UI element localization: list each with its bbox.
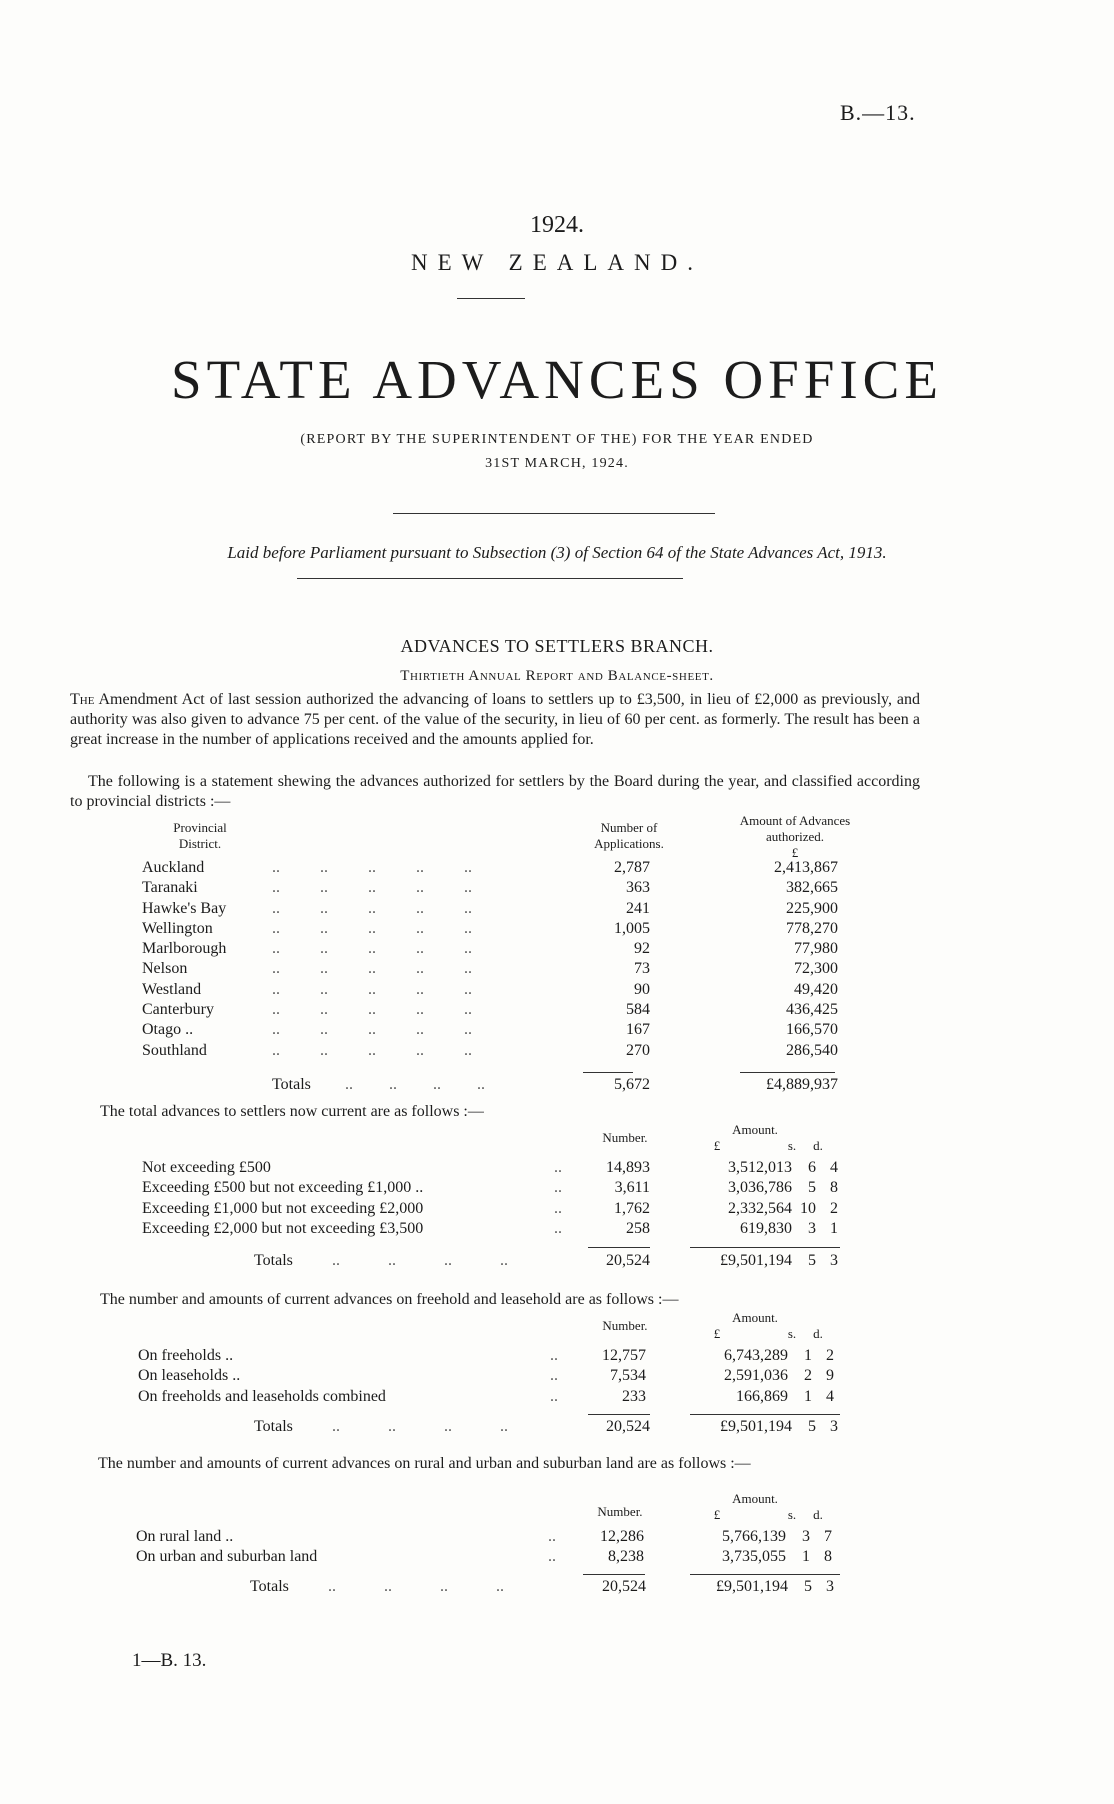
applications-count: 2,787 — [614, 859, 650, 876]
subtitle-line-1: (REPORT BY THE SUPERINTENDENT OF THE) FOR THE YEAR ENDED — [300, 432, 814, 447]
table4-intro: The number and amounts of current advances on rural and urban and suburban land are as follows :— — [98, 1455, 751, 1472]
table2-body — [142, 1158, 862, 1239]
table-row — [136, 1547, 862, 1567]
totals-pence: 3 — [830, 1418, 838, 1435]
lsd-header: £ — [713, 1326, 721, 1341]
lsd-header: s. — [787, 1326, 797, 1341]
totals-row — [138, 1578, 862, 1600]
district-name: Nelson — [142, 960, 188, 978]
leader-dots: .. — [548, 1548, 556, 1566]
district-name: Hawke's Bay — [142, 899, 227, 917]
lsd-header: d. — [813, 1507, 823, 1522]
branch-heading: ADVANCES TO SETTLERS BRANCH. — [400, 636, 714, 656]
row-label: On urban and suburban land — [136, 1548, 318, 1566]
sum-rule — [588, 1247, 650, 1248]
report-year: 1924. — [530, 212, 584, 238]
row-pence: 7 — [824, 1528, 832, 1545]
page-title: STATE ADVANCES OFFICE — [171, 349, 943, 410]
divider — [393, 513, 715, 514]
leader-dots: .. — [554, 1159, 562, 1176]
totals-pence: 3 — [830, 1252, 838, 1269]
row-pounds: 3,036,786 — [728, 1179, 792, 1197]
row-pence: 4 — [826, 1387, 834, 1405]
lsd-header: £ — [713, 1507, 721, 1522]
leader-dots: .. .. .. .. .. — [272, 980, 472, 998]
row-pounds: 3,735,055 — [722, 1548, 786, 1566]
row-number: 14,893 — [606, 1159, 650, 1176]
table1-totals-amount: £4,889,937 — [766, 1076, 838, 1093]
row-number: 258 — [626, 1219, 650, 1237]
row-shillings: 2 — [804, 1367, 812, 1385]
header-line: Amount of Advances — [739, 813, 851, 828]
page-subtitle — [0, 428, 1114, 476]
header-line: Provincial — [173, 820, 227, 835]
table1-header-amount — [715, 813, 875, 861]
table4-body — [136, 1527, 862, 1568]
row-pence: 9 — [826, 1367, 834, 1385]
leader-dots: .. — [554, 1219, 562, 1237]
amount-authorized: 436,425 — [786, 1001, 838, 1019]
table1-body — [142, 858, 882, 1061]
table-row — [142, 1219, 862, 1239]
table-row — [142, 1158, 862, 1178]
table-row — [142, 1178, 862, 1198]
table-row — [142, 899, 882, 919]
table-row — [142, 1000, 882, 1020]
table1-header-district — [150, 820, 250, 852]
leader-dots: .. — [548, 1528, 556, 1545]
table3-body — [138, 1346, 862, 1407]
leader-dots: .. .. .. .. .. — [272, 919, 472, 937]
table4-header-number: Number. — [597, 1504, 643, 1519]
sum-rule — [690, 1247, 840, 1248]
row-pounds: 2,591,036 — [724, 1367, 788, 1385]
totals-pounds: £9,501,194 — [720, 1252, 792, 1269]
applications-count: 241 — [626, 899, 650, 917]
table-row — [142, 1199, 862, 1219]
leader-dots: .. .. .. .. .. — [272, 899, 472, 917]
leader-dots: .. .. .. .. — [345, 1076, 485, 1093]
sum-rule — [588, 1414, 650, 1415]
sum-rule — [740, 1072, 835, 1073]
header-line: authorized. — [765, 829, 825, 844]
table1-totals-apps: 5,672 — [614, 1076, 650, 1093]
leader-dots: .. — [554, 1179, 562, 1197]
table-row — [138, 1387, 862, 1407]
leader-dots: .. .. .. .. .. — [272, 859, 472, 876]
district-name: Canterbury — [142, 1001, 214, 1019]
amount-authorized: 286,540 — [786, 1041, 838, 1059]
leader-dots: .. — [554, 1199, 562, 1217]
header-line: District. — [178, 836, 222, 851]
row-pounds: 6,743,289 — [724, 1347, 788, 1364]
table3-lsd-header — [700, 1326, 840, 1342]
totals-label: Totals — [254, 1252, 293, 1269]
lsd-header: d. — [813, 1138, 823, 1153]
table-row — [142, 959, 882, 979]
branch-subheading: Thirtieth Annual Report and Balance-sheet. — [400, 668, 714, 684]
table2-intro: The total advances to settlers now current are as follows :— — [100, 1103, 484, 1120]
amount-authorized: 2,413,867 — [774, 859, 838, 876]
table3-header-amount: Amount. — [732, 1310, 778, 1325]
totals-shillings: 5 — [804, 1578, 812, 1595]
intro-paragraph — [70, 690, 920, 750]
table-row — [142, 858, 882, 878]
totals-label: Totals — [254, 1418, 293, 1435]
row-pence: 4 — [830, 1159, 838, 1176]
row-shillings: 6 — [808, 1159, 816, 1176]
table2-totals — [142, 1252, 862, 1274]
row-number: 3,611 — [614, 1179, 650, 1197]
document-serial: B.—13. — [840, 100, 916, 125]
totals-row — [142, 1418, 862, 1440]
row-number: 7,534 — [610, 1367, 646, 1385]
row-number: 12,286 — [600, 1528, 644, 1545]
sum-rule — [583, 1072, 633, 1073]
totals-number: 20,524 — [602, 1578, 646, 1595]
lsd-header: s. — [787, 1507, 797, 1522]
amount-authorized: 49,420 — [794, 980, 838, 998]
laid-before-parliament: Laid before Parliament pursuant to Subsection (3) of Section 64 of the State Advances Act, 1913. — [227, 543, 887, 562]
totals-shillings: 5 — [808, 1252, 816, 1269]
row-label: On freeholds .. — [138, 1347, 234, 1364]
applications-count: 363 — [626, 879, 650, 897]
row-number: 12,757 — [602, 1347, 646, 1364]
district-name: Marlborough — [142, 940, 227, 958]
row-pounds: 5,766,139 — [722, 1528, 786, 1545]
applications-count: 167 — [626, 1021, 650, 1039]
lsd-header: £ — [713, 1138, 721, 1153]
table-row — [136, 1527, 862, 1547]
leader-dots: .. .. .. .. — [328, 1578, 504, 1595]
amount-authorized: 166,570 — [786, 1021, 838, 1039]
table4-totals — [138, 1578, 862, 1600]
leader-dots: .. .. .. .. .. — [272, 879, 472, 897]
totals-number: 20,524 — [606, 1252, 650, 1269]
lsd-header: d. — [813, 1326, 823, 1341]
row-label: Exceeding £1,000 but not exceeding £2,000 — [142, 1199, 424, 1217]
row-shillings: 3 — [802, 1528, 810, 1545]
row-shillings: 3 — [808, 1219, 816, 1237]
lsd-header: s. — [787, 1138, 797, 1153]
row-shillings: 1 — [804, 1347, 812, 1364]
row-number: 233 — [622, 1387, 646, 1405]
applications-count: 584 — [626, 1001, 650, 1019]
row-pence: 2 — [830, 1199, 838, 1217]
intro-text: Amendment Act of last session authorized the advancing of loans to settlers up to £3,500, in lieu of £2,000 as previously, and authority was also given to advance 75 per cent. of the value of the security, in lieu of 60 per cent. as formerly. The result has been a great increase in the number of applications received and the amounts applied for. — [70, 691, 921, 748]
amount-authorized: 778,270 — [786, 919, 838, 937]
leader-dots: .. — [550, 1367, 558, 1385]
leader-dots: .. .. .. .. — [332, 1418, 508, 1435]
leader-dots: .. — [550, 1347, 558, 1364]
table-row — [142, 1020, 882, 1040]
amount-authorized: 72,300 — [794, 960, 838, 978]
row-pounds: 2,332,564 — [728, 1199, 792, 1217]
row-pounds: 166,869 — [736, 1387, 788, 1405]
district-name: Auckland — [142, 859, 205, 876]
divider — [297, 578, 683, 579]
table-row — [142, 919, 882, 939]
row-pence: 1 — [830, 1219, 838, 1237]
intro-lead: The — [70, 691, 95, 708]
district-name: Taranaki — [142, 879, 198, 897]
leader-dots: .. .. .. .. .. — [272, 940, 472, 958]
statement-paragraph: The following is a statement shewing the advances authorized for settlers by the Board during the year, and classified according to provincial districts :— — [70, 773, 920, 810]
row-shillings: 5 — [808, 1179, 816, 1197]
table-row — [142, 980, 882, 1000]
applications-count: 270 — [626, 1041, 650, 1059]
subtitle-line-2: 31ST MARCH, 1924. — [485, 456, 629, 471]
table-row — [142, 1041, 882, 1061]
leader-dots: .. .. .. .. .. — [272, 1001, 472, 1019]
totals-pounds: £9,501,194 — [716, 1578, 788, 1595]
totals-shillings: 5 — [808, 1418, 816, 1435]
table2-header-amount: Amount. — [732, 1122, 778, 1137]
applications-count: 1,005 — [614, 919, 650, 937]
sum-rule — [583, 1574, 645, 1575]
district-name: Southland — [142, 1041, 207, 1059]
row-label: Exceeding £500 but not exceeding £1,000 .. — [142, 1179, 424, 1197]
table-row — [142, 939, 882, 959]
currency-symbol: £ — [791, 845, 799, 860]
applications-count: 73 — [634, 960, 650, 978]
amount-authorized: 382,665 — [786, 879, 838, 897]
applications-count: 90 — [634, 980, 650, 998]
table3-intro: The number and amounts of current advances on freehold and leasehold are as follows :— — [100, 1291, 679, 1308]
header-line: Applications. — [594, 836, 664, 851]
row-label: Exceeding £2,000 but not exceeding £3,500 — [142, 1219, 424, 1237]
row-shillings: 1 — [804, 1387, 812, 1405]
row-number: 8,238 — [608, 1548, 644, 1566]
divider — [457, 298, 525, 299]
leader-dots: .. .. .. .. .. — [272, 1041, 472, 1059]
row-label: On leaseholds .. — [138, 1367, 241, 1385]
page-signature: 1—B. 13. — [132, 1650, 207, 1671]
header-line: Number of — [600, 820, 658, 835]
row-number: 1,762 — [614, 1199, 650, 1217]
row-shillings: 1 — [802, 1548, 810, 1566]
row-pence: 8 — [824, 1548, 832, 1566]
table-row — [142, 878, 882, 898]
row-label: Not exceeding £500 — [142, 1159, 271, 1176]
district-name: Wellington — [142, 919, 213, 937]
table3-header-number: Number. — [602, 1318, 648, 1333]
table4-lsd-header — [700, 1507, 840, 1523]
totals-pounds: £9,501,194 — [720, 1418, 792, 1435]
amount-authorized: 225,900 — [786, 899, 838, 917]
table1-totals-label: Totals — [272, 1076, 311, 1093]
amount-authorized: 77,980 — [794, 940, 838, 958]
table-row — [138, 1366, 862, 1386]
leader-dots: .. .. .. .. .. — [272, 960, 472, 978]
row-pence: 2 — [826, 1347, 834, 1364]
leader-dots: .. .. .. .. — [332, 1252, 508, 1269]
country-name: NEW ZEALAND. — [410, 250, 704, 275]
totals-pence: 3 — [826, 1578, 834, 1595]
sum-rule — [690, 1574, 840, 1575]
table4-header-amount: Amount. — [732, 1491, 778, 1506]
leader-dots: .. .. .. .. .. — [272, 1021, 472, 1039]
district-name: Otago .. — [142, 1021, 194, 1039]
district-name: Westland — [142, 980, 202, 998]
table2-lsd-header — [700, 1138, 840, 1154]
totals-number: 20,524 — [606, 1418, 650, 1435]
totals-label: Totals — [250, 1578, 289, 1595]
leader-dots: .. — [550, 1387, 558, 1405]
row-pounds: 619,830 — [740, 1219, 792, 1237]
table3-totals — [142, 1418, 862, 1440]
row-label: On rural land .. — [136, 1528, 234, 1545]
sum-rule — [690, 1414, 840, 1415]
row-pounds: 3,512,013 — [728, 1159, 792, 1176]
totals-row — [142, 1252, 862, 1274]
table2-header-number: Number. — [602, 1130, 648, 1145]
row-label: On freeholds and leaseholds combined — [138, 1387, 386, 1405]
row-shillings: 10 — [800, 1199, 816, 1217]
applications-count: 92 — [634, 940, 650, 958]
row-pence: 8 — [830, 1179, 838, 1197]
table-row — [138, 1346, 862, 1366]
table1-header-applications — [574, 820, 684, 852]
